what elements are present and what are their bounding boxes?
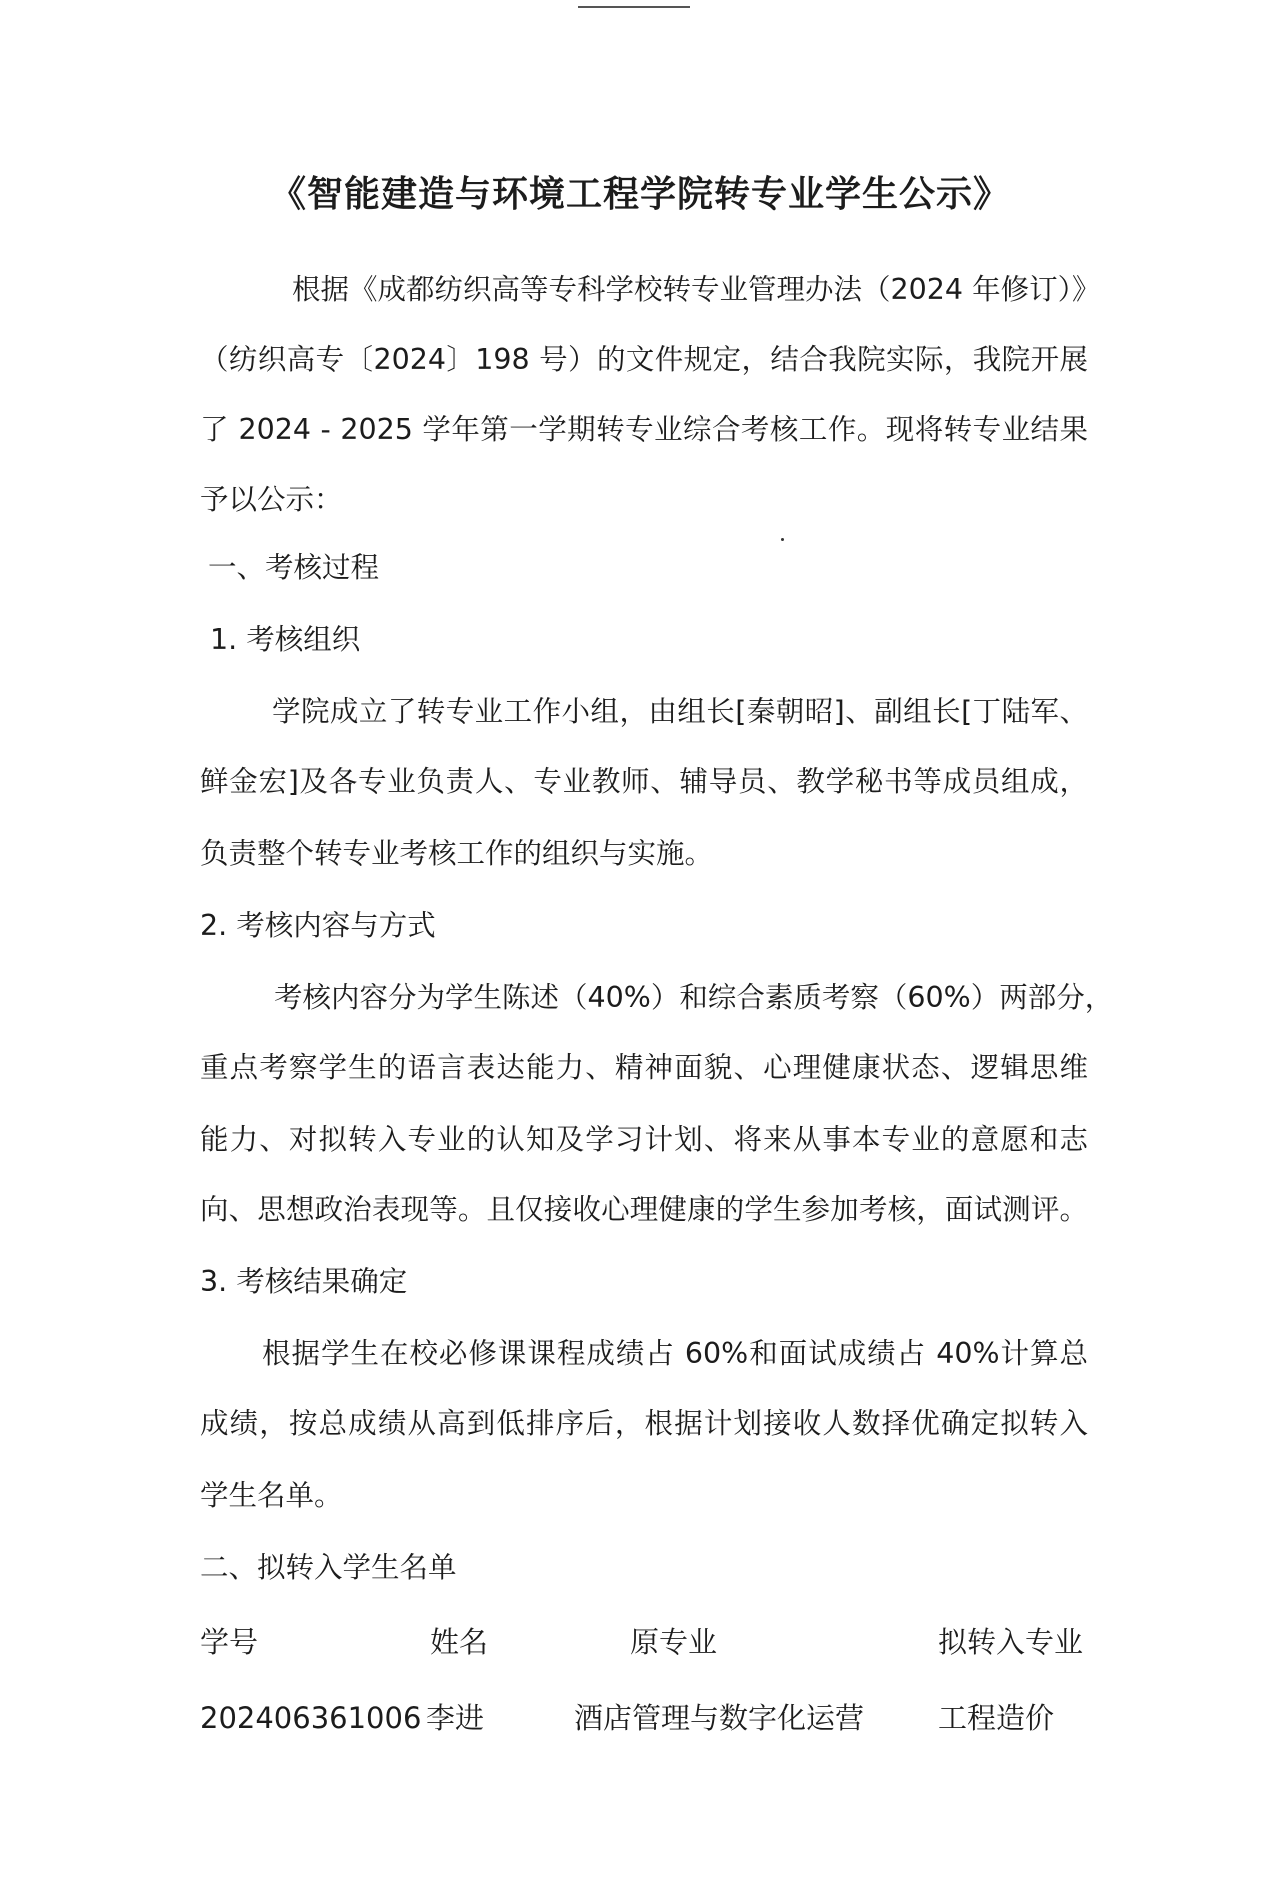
top-rule-divider bbox=[578, 6, 690, 8]
table-cell-target-major: 工程造价 bbox=[938, 1701, 1055, 1735]
scan-speck bbox=[781, 538, 784, 541]
subheading-3: 3. 考核结果确定 bbox=[200, 1265, 408, 1298]
sub3-line-2: 成绩，按总成绩从高到低排序后，根据计划接收人数择优确定拟转入 bbox=[200, 1407, 1088, 1440]
intro-line-4: 予以公示： bbox=[200, 483, 343, 516]
sub1-line-1: 学院成立了转专业工作小组，由组长[秦朝昭]、副组长[丁陆军、 bbox=[272, 695, 1088, 728]
sub1-line-2: 鲜金宏]及各专业负责人、专业教师、辅导员、教学秘书等成员组成， bbox=[200, 765, 1088, 798]
sub2-line-2: 重点考察学生的语言表达能力、精神面貌、心理健康状态、逻辑思维 bbox=[200, 1051, 1088, 1084]
section-heading-1: 一、考核过程 bbox=[208, 551, 380, 584]
subheading-2: 2. 考核内容与方式 bbox=[200, 909, 436, 942]
subheading-1: 1. 考核组织 bbox=[210, 623, 361, 656]
intro-line-1: 根据《成都纺织高等专科学校转专业管理办法（2024 年修订）》 bbox=[292, 273, 1101, 306]
intro-line-3: 了 2024 - 2025 学年第一学期转专业综合考核工作。现将转专业结果 bbox=[200, 413, 1088, 446]
sub1-line-3: 负责整个转专业考核工作的组织与实施。 bbox=[200, 837, 714, 870]
section-heading-2: 二、拟转入学生名单 bbox=[200, 1551, 457, 1584]
sub2-line-4: 向、思想政治表现等。且仅接收心理健康的学生参加考核，面试测评。 bbox=[200, 1193, 1088, 1226]
sub3-line-3: 学生名单。 bbox=[200, 1479, 343, 1512]
table-header-target-major: 拟转入专业 bbox=[938, 1625, 1084, 1659]
table-header-name: 姓名 bbox=[430, 1625, 489, 1659]
sub2-line-3: 能力、对拟转入专业的认知及学习计划、将来从事本专业的意愿和志 bbox=[200, 1123, 1088, 1156]
table-header-original-major: 原专业 bbox=[630, 1625, 718, 1659]
intro-line-2: （纺织高专〔2024〕198 号）的文件规定，结合我院实际，我院开展 bbox=[200, 343, 1088, 376]
sub2-line-1: 考核内容分为学生陈述（40%）和综合素质考察（60%）两部分， bbox=[274, 981, 1114, 1014]
table-cell-name: 李进 bbox=[426, 1701, 485, 1735]
table-cell-student-id: 202406361006 bbox=[200, 1701, 422, 1735]
table-header-student-id: 学号 bbox=[200, 1625, 259, 1659]
sub3-line-1: 根据学生在校必修课课程成绩占 60%和面试成绩占 40%计算总 bbox=[262, 1337, 1088, 1370]
table-cell-original-major: 酒店管理与数字化运营 bbox=[574, 1701, 865, 1735]
document-title: 《智能建造与环境工程学院转专业学生公示》 bbox=[269, 174, 1010, 215]
